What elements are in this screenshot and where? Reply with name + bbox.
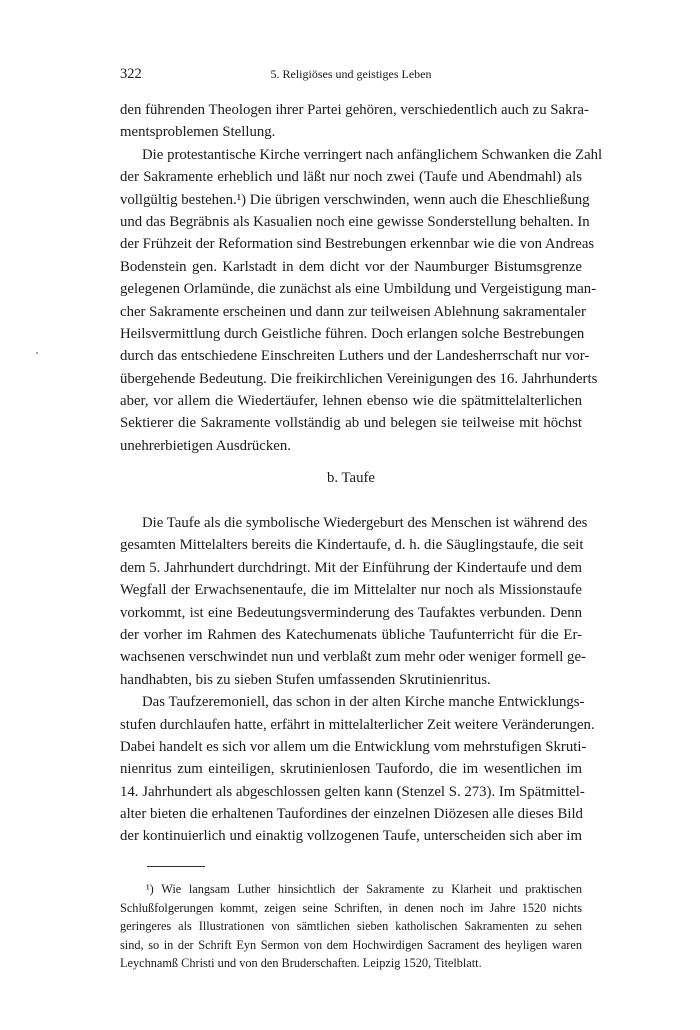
text-line: stufen durchlaufen hatte, erfährt in mittelalterlicher Zeit weitere Veränderungen. (120, 716, 595, 733)
text-line: durch das entschiedene Einschreiten Luthers und der Landesherrschaft nur vor- (120, 348, 590, 365)
margin-mark (36, 352, 38, 354)
text-line: gelegenen Orlamünde, die zunächst als eine Umbildung und Vergeistigung man- (120, 281, 597, 298)
text-line: wachsenen verschwindet nun und verblaßt zum mehr oder weniger formell ge- (120, 649, 586, 666)
text-line: 14. Jahrhundert als abgeschlossen gelten kann (Stenzel S. 273). Im Spätmittel- (120, 783, 585, 800)
running-head (120, 66, 582, 86)
text-line: Die Taufe als die symbolische Wiedergeburt des Menschen ist während des (142, 515, 588, 531)
text-line: nienritus zum einteiligen, skrutinienlosen Taufordo, die im wesentlichen im (120, 761, 582, 778)
text-line: der Sakramente erheblich und läßt nur noch zwei (Taufe und Abendmahl) als (120, 169, 582, 186)
text-line: und das Begräbnis als Kasualien noch eine gewisse Sonderstellung behalten. In (120, 213, 590, 230)
text-line: übergehende Bedeutung. Die freikirchlichen Vereinigungen des 16. Jahrhunderts (120, 370, 598, 387)
text-line: der Frühzeit der Reformation sind Bestrebungen erkennbar wie die von Andreas (120, 236, 595, 253)
text-line: den führenden Theologen ihrer Partei gehören, verschiedentlich auch zu Sakra- (120, 102, 589, 118)
text-line: vorkommt, ist eine Bedeutungsverminderung des Taufaktes verbunden. Denn (120, 604, 582, 621)
text-line: cher Sakramente erscheinen und dann zur teilweisen Ablehnung sakramentaler (120, 303, 586, 320)
text-line: Wegfall der Erwachsenentaufe, die im Mittelalter nur noch als Missionstaufe (120, 582, 582, 599)
section-a-text (120, 99, 603, 457)
text-line: alter bieten die erhaltenen Taufordines der einzelnen Diözesen alle dieses Bild (120, 806, 583, 823)
text-line: der vorher im Rahmen des Katechumenats übliche Taufunterricht für die Er- (120, 626, 582, 643)
page-number: 322 (120, 66, 142, 82)
footnote-line: sind, so in der Schrift Eyn Sermon von dem Hochwirdigen Sacrament des heyligen waren (120, 937, 582, 952)
footnote-divider (147, 866, 205, 867)
footnote-line: Schlußfolgerungen kommt, zeigen seine Schriften, in denen noch im Jahre 1520 nichts (120, 900, 582, 915)
footnotes (120, 880, 582, 973)
text-line: Die protestantische Kirche verringert nach anfänglichem Schwanken die Zahl (142, 146, 603, 163)
section-b-text (120, 512, 595, 848)
footnote-line: geringeres als Illustrationen von sämtlichen sieben katholischen Sakramenten zu sehen (120, 919, 582, 933)
text-line: handhabten, bis zu sieben Stufen umfassenden Skrutinienritus. (120, 671, 491, 688)
footnote-line: Leychnamß Christi und von den Bruderschaften. Leipzig 1520, Titelblatt. (120, 956, 482, 970)
text-line: Bodenstein gen. Karlstadt in dem dicht vor der Naumburger Bistumsgrenze (120, 258, 582, 275)
text-line: Dabei handelt es sich vor allem um die Entwicklung vom mehrstufigen Skruti- (120, 738, 587, 755)
text-line: Das Taufzeremoniell, das schon in der alten Kirche manche Entwicklungs- (142, 694, 585, 711)
text-line: vollgültig bestehen.¹) Die übrigen verschwinden, wenn auch die Eheschließung (120, 191, 590, 208)
text-line: unehrerbietigen Ausdrücken. (120, 437, 291, 454)
text-line: dem 5. Jahrhundert durchdringt. Mit der Einführung der Kindertaufe und dem (120, 559, 582, 576)
section-heading: b. Taufe (327, 470, 375, 486)
text-line: gesamten Mittelalters bereits die Kindertaufe, d. h. die Säuglingstaufe, die seit (120, 537, 584, 554)
text-line: aber, vor allem die Wiedertäufer, lehnen ebenso wie die spätmittelalterlichen (120, 393, 582, 410)
text-line: Heilsvermittlung durch Geistliche führen. Doch erlangen solche Bestrebungen (120, 325, 585, 342)
running-title: 5. Religiöses und geistiges Leben (270, 67, 432, 81)
text-line: Sektierer die Sakramente vollständig ab und belegen sie teilweise mit höchst (120, 415, 582, 432)
text-line: der kontinuierlich und einaktig vollzogenen Taufe, unterscheiden sich aber im (120, 828, 582, 845)
footnote-line: ¹) Wie langsam Luther hinsichtlich der Sakramente zu Klarheit und praktischen (146, 882, 582, 896)
text-line: mentsproblemen Stellung. (120, 124, 276, 141)
